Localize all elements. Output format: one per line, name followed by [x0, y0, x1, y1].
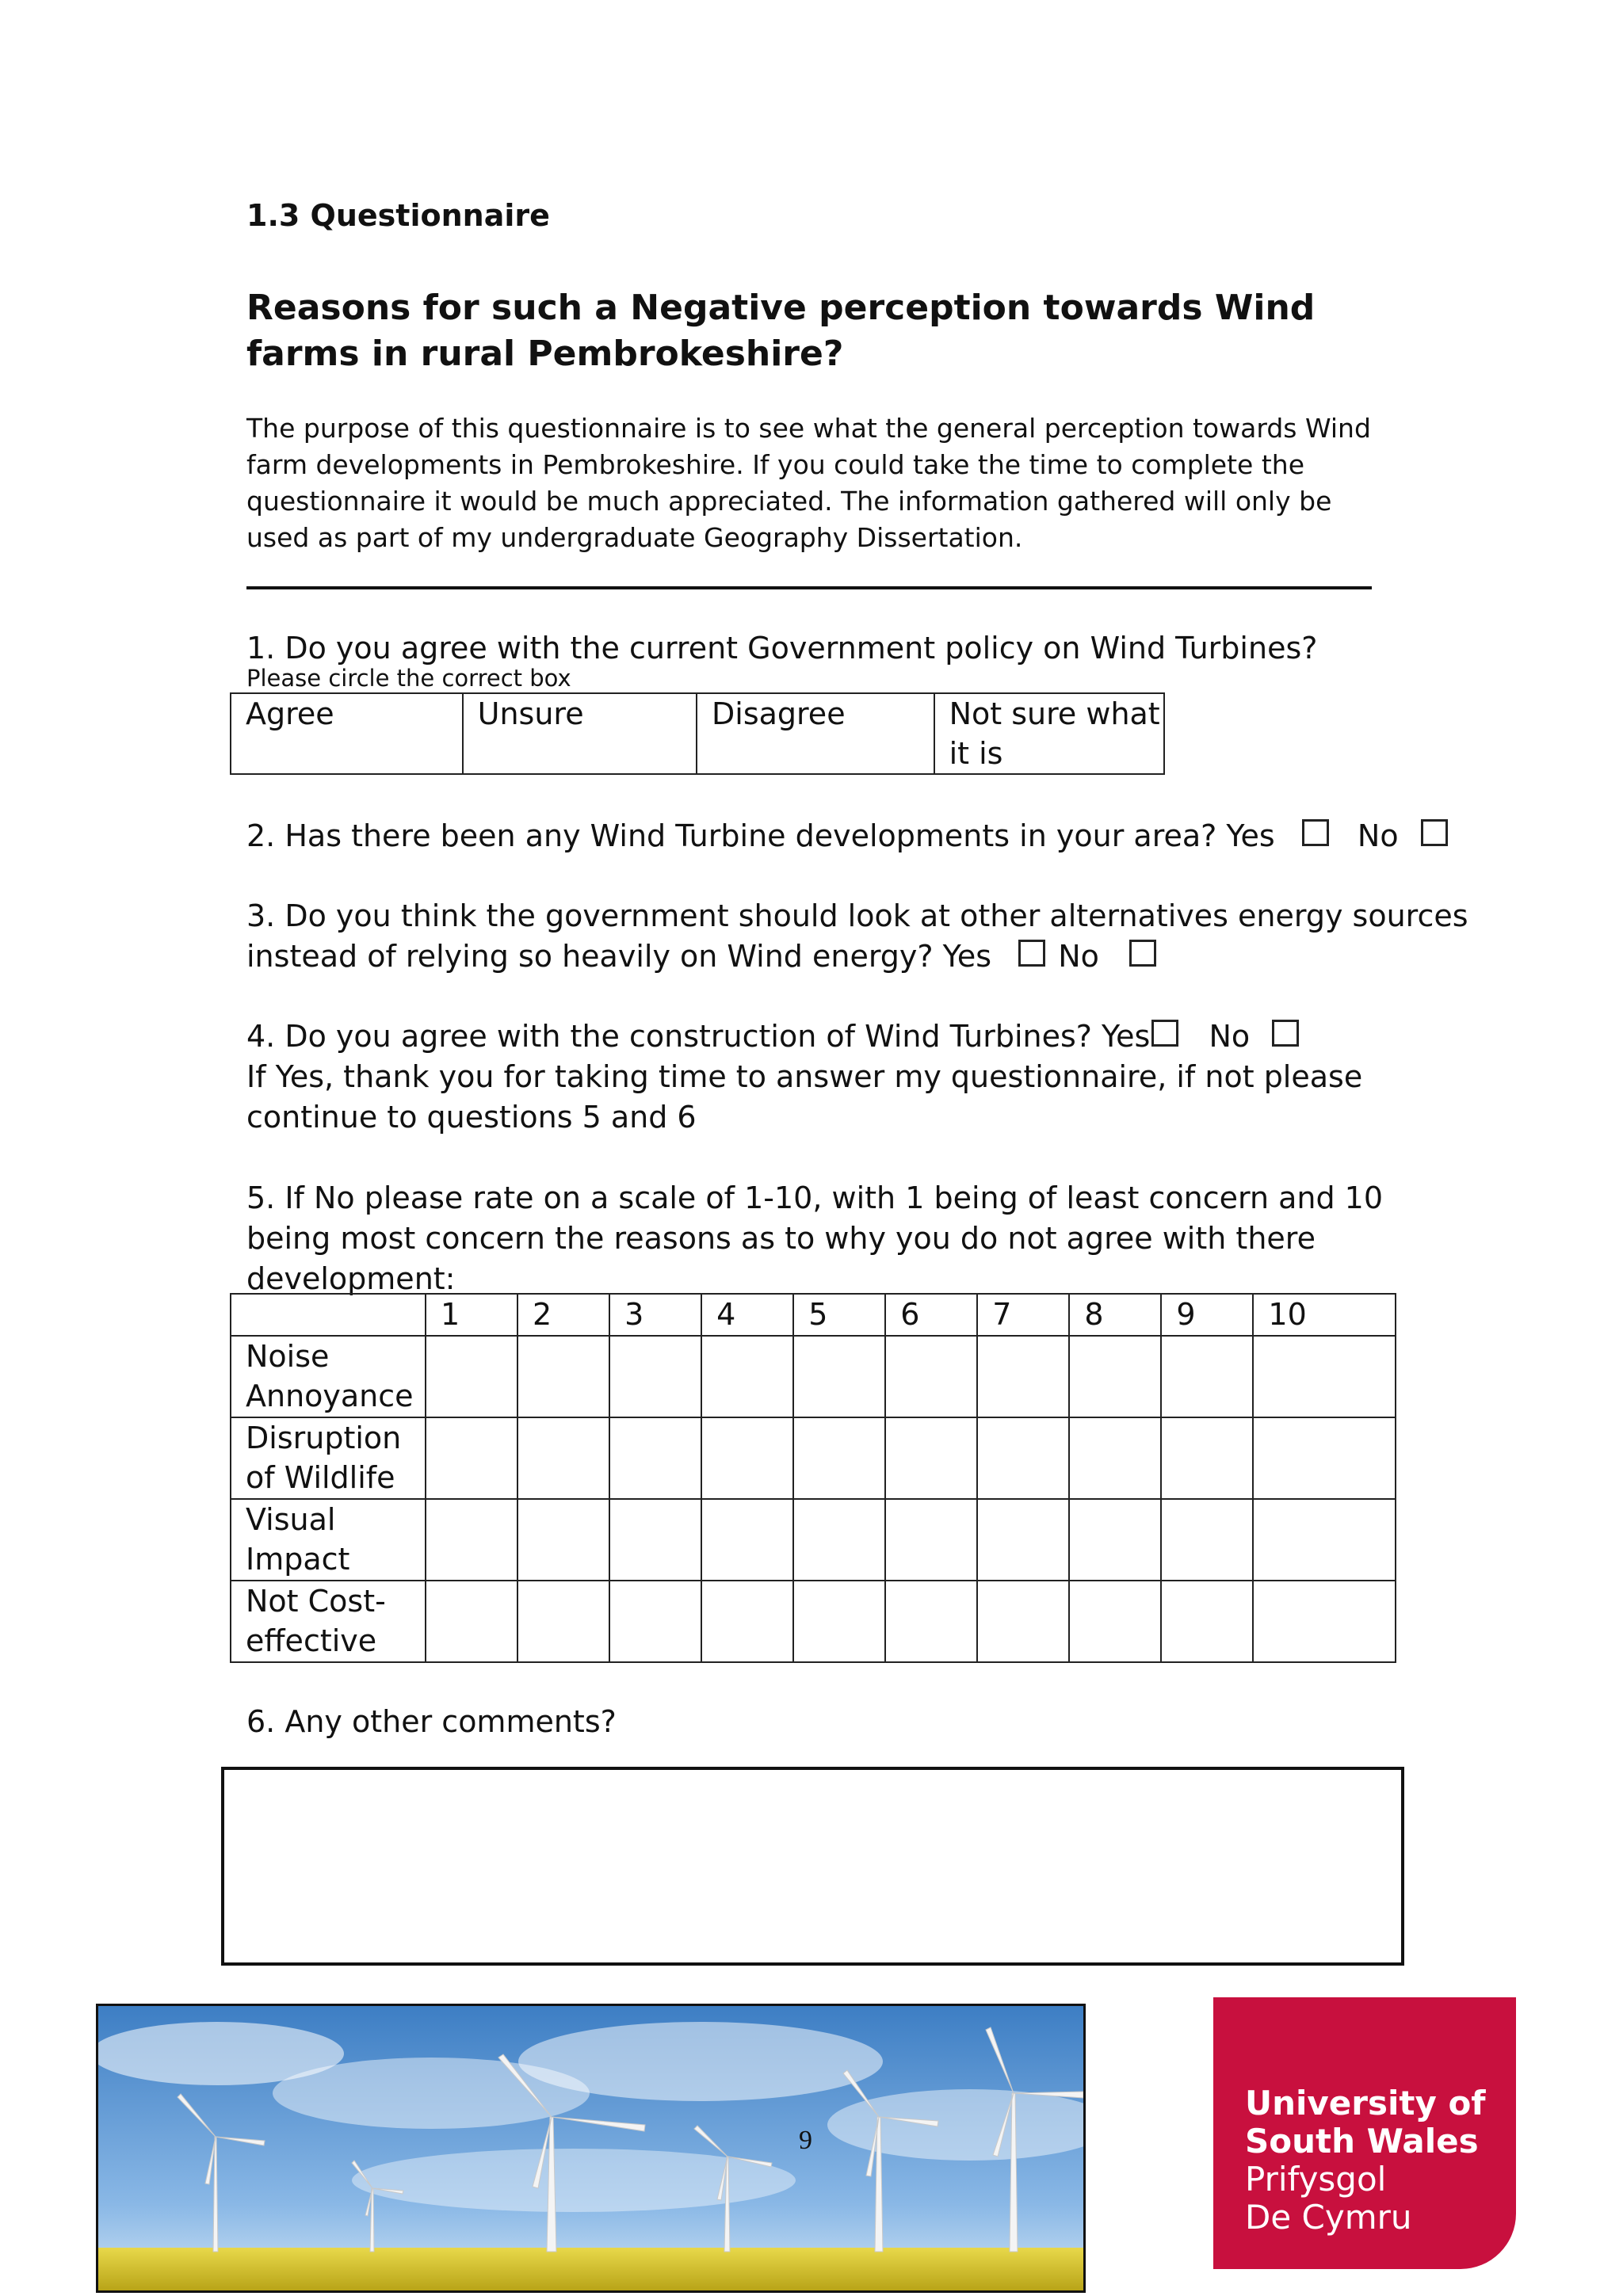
no-label: No [1357, 818, 1399, 853]
rating-table [230, 1293, 1396, 1663]
wind-farm-banner [96, 2004, 1086, 2293]
page-number: 9 [799, 2126, 812, 2155]
scale-8: 8 [1069, 1294, 1161, 1336]
rating-cell[interactable] [793, 1581, 885, 1662]
rating-cell[interactable] [1069, 1417, 1161, 1499]
scale-7: 7 [977, 1294, 1069, 1336]
intro-paragraph: The purpose of this questionnaire is to see what the general perception towards Wind farm developments in Pembrokeshire. If you could take the time to complete the questionnaire it would be much appreciated. The information gathered will only be used as part of my undergraduate Geography Dissertation. [246, 413, 1371, 553]
scale-2: 2 [517, 1294, 609, 1336]
rating-cell[interactable] [793, 1417, 885, 1499]
rating-cell[interactable] [1069, 1581, 1161, 1662]
scale-4: 4 [701, 1294, 793, 1336]
scale-5: 5 [793, 1294, 885, 1336]
question-4 [246, 1016, 1396, 1138]
rating-cell[interactable] [426, 1499, 517, 1581]
question-1: 1. Do you agree with the current Government policy on Wind Turbines? [246, 631, 1318, 666]
rating-cell[interactable] [1161, 1417, 1253, 1499]
scale-6: 6 [885, 1294, 977, 1336]
rating-cell[interactable] [701, 1336, 793, 1417]
rating-header-empty [231, 1294, 426, 1336]
rating-cell[interactable] [517, 1417, 609, 1499]
question-6: 6. Any other comments? [246, 1704, 617, 1739]
question-4-text: 4. Do you agree with the construction of Wind Turbines? Yes [246, 1019, 1151, 1054]
page-title: Reasons for such a Negative perception towards Wind farms in rural Pembrokeshire? [246, 288, 1316, 374]
question-3-line-1: 3. Do you think the government should look at other alternatives energy sources [246, 898, 1468, 933]
question-4-followup: If Yes, thank you for taking time to answer my questionnaire, if not please continue to questions 5 and 6 [246, 1059, 1363, 1135]
logo-line-4: De Cymru [1245, 2198, 1412, 2237]
no-checkbox-icon[interactable] [1129, 940, 1156, 967]
rating-cell[interactable] [885, 1417, 977, 1499]
rating-cell[interactable] [701, 1417, 793, 1499]
no-label: No [1209, 1019, 1251, 1054]
scale-3: 3 [609, 1294, 701, 1336]
question-1-hint: Please circle the correct box [246, 665, 571, 692]
rating-cell[interactable] [609, 1417, 701, 1499]
option-unsure[interactable]: Unsure [463, 693, 697, 774]
question-2 [246, 816, 1448, 856]
scale-1: 1 [426, 1294, 517, 1336]
reason-noise: Noise Annoyance [231, 1336, 426, 1417]
rating-cell[interactable] [1161, 1336, 1253, 1417]
no-checkbox-icon[interactable] [1421, 819, 1448, 846]
no-label: No [1058, 939, 1099, 974]
logo-line-3: Prifysgol [1245, 2160, 1387, 2199]
question-5: 5. If No please rate on a scale of 1-10, with 1 being of least concern and 10 being most concern the reasons as to why you do not agree with there development: [246, 1180, 1384, 1296]
rating-cell[interactable] [1069, 1499, 1161, 1581]
rating-cell[interactable] [426, 1336, 517, 1417]
section-heading: 1.3 Questionnaire [246, 198, 550, 233]
rating-cell[interactable] [609, 1581, 701, 1662]
rating-cell[interactable] [1253, 1499, 1396, 1581]
university-logo [1213, 1997, 1516, 2269]
rating-cell[interactable] [885, 1336, 977, 1417]
reason-visual: Visual Impact [231, 1499, 426, 1581]
rating-cell[interactable] [885, 1499, 977, 1581]
question-1-options-table [230, 692, 1165, 775]
yes-checkbox-icon[interactable] [1302, 819, 1329, 846]
yes-checkbox-icon[interactable] [1018, 940, 1045, 967]
rating-cell[interactable] [885, 1581, 977, 1662]
rating-cell[interactable] [977, 1499, 1069, 1581]
option-agree[interactable]: Agree [231, 693, 463, 774]
rating-cell[interactable] [426, 1417, 517, 1499]
rating-cell[interactable] [977, 1417, 1069, 1499]
scale-9: 9 [1161, 1294, 1253, 1336]
rating-cell[interactable] [1253, 1336, 1396, 1417]
rating-cell[interactable] [517, 1336, 609, 1417]
divider [246, 586, 1372, 589]
comments-box[interactable] [221, 1767, 1404, 1966]
rating-cell[interactable] [1161, 1499, 1253, 1581]
rating-cell[interactable] [609, 1336, 701, 1417]
rating-cell[interactable] [1253, 1581, 1396, 1662]
rating-cell[interactable] [426, 1581, 517, 1662]
rating-cell[interactable] [609, 1499, 701, 1581]
option-not-sure[interactable]: Not sure what it is [934, 693, 1164, 774]
rating-cell[interactable] [701, 1581, 793, 1662]
question-3 [246, 896, 1468, 977]
rating-cell[interactable] [793, 1336, 885, 1417]
rating-cell[interactable] [517, 1499, 609, 1581]
rating-cell[interactable] [1253, 1417, 1396, 1499]
logo-line-2: South Wales [1245, 2122, 1479, 2161]
no-checkbox-icon[interactable] [1272, 1020, 1299, 1047]
rating-cell[interactable] [977, 1336, 1069, 1417]
rating-cell[interactable] [1069, 1336, 1161, 1417]
option-disagree[interactable]: Disagree [697, 693, 934, 774]
yes-checkbox-icon[interactable] [1151, 1020, 1178, 1047]
rating-cell[interactable] [1161, 1581, 1253, 1662]
rating-cell[interactable] [701, 1499, 793, 1581]
reason-wildlife: Disruption of Wildlife [231, 1417, 426, 1499]
rating-cell[interactable] [793, 1499, 885, 1581]
logo-line-1: University of [1245, 2084, 1486, 2122]
wind-turbine-icon [98, 2006, 1083, 2290]
scale-10: 10 [1253, 1294, 1396, 1336]
question-2-text: 2. Has there been any Wind Turbine developments in your area? Yes [246, 818, 1275, 853]
rating-cell[interactable] [977, 1581, 1069, 1662]
rating-cell[interactable] [517, 1581, 609, 1662]
question-3-line-2: instead of relying so heavily on Wind energy? Yes [246, 939, 991, 974]
reason-cost: Not Cost-effective [231, 1581, 426, 1662]
